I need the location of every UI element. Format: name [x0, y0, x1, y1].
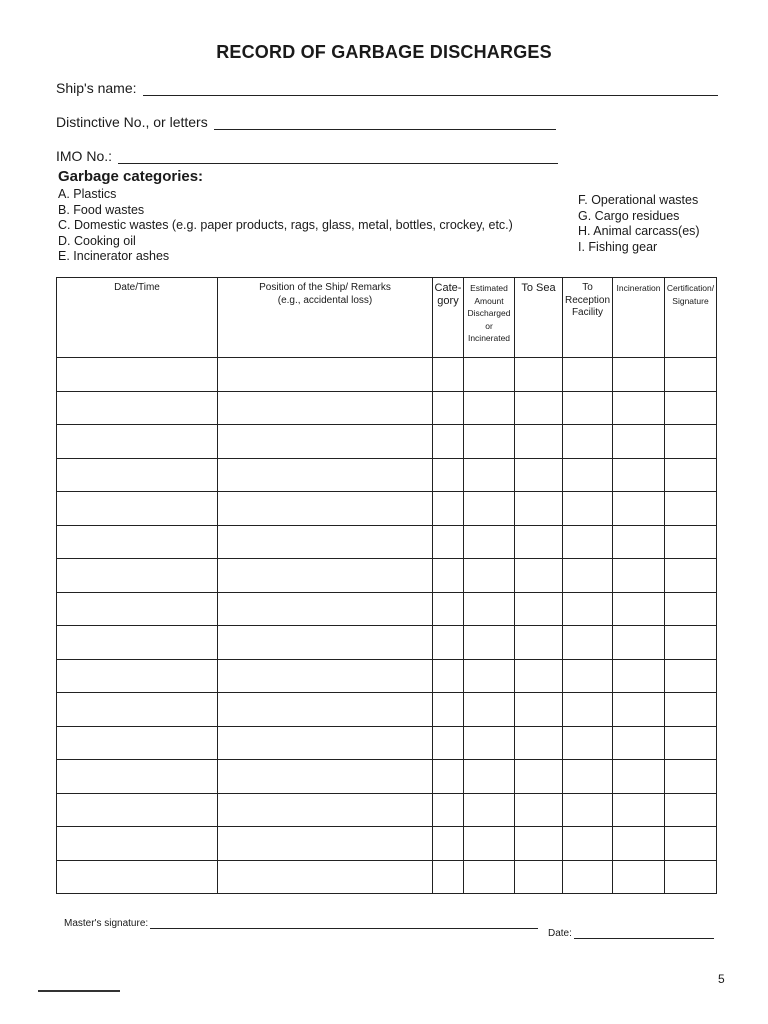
category-cell[interactable] [433, 458, 464, 492]
table-header-row [57, 278, 717, 358]
category-item: C. Domestic wastes (e.g. paper products, rags, glass, metal, bottles, crockey, etc.) [58, 218, 513, 232]
to-sea-cell[interactable] [515, 592, 563, 626]
ship-name-field [56, 80, 718, 96]
incineration-cell[interactable] [613, 626, 665, 660]
category-cell[interactable] [433, 592, 464, 626]
estimated-amount-cell[interactable] [464, 659, 515, 693]
date-time-cell[interactable] [57, 726, 218, 760]
imo-no-line[interactable] [118, 151, 558, 164]
certification-cell[interactable] [665, 693, 717, 727]
incineration-cell[interactable] [613, 760, 665, 794]
certification-cell[interactable] [665, 793, 717, 827]
certification-cell[interactable] [665, 492, 717, 526]
date-time-cell[interactable] [57, 458, 218, 492]
table-row [57, 693, 717, 727]
to-reception-cell[interactable] [563, 525, 613, 559]
header-to-sea: To Sea [515, 278, 563, 358]
date-time-cell[interactable] [57, 693, 218, 727]
date-field [548, 928, 714, 939]
incineration-cell[interactable] [613, 458, 665, 492]
header-estimated-amount: Estimated Amount Discharged or Incinerated [464, 278, 515, 358]
header-position-remarks: Position of the Ship/ Remarks (e.g., accidental loss) [218, 278, 433, 358]
date-time-cell[interactable] [57, 592, 218, 626]
date-time-cell[interactable] [57, 425, 218, 459]
category-item: D. Cooking oil [58, 233, 136, 248]
category-cell[interactable] [433, 525, 464, 559]
category-cell[interactable] [433, 659, 464, 693]
estimated-amount-cell[interactable] [464, 793, 515, 827]
position-remarks-cell[interactable] [218, 659, 433, 693]
distinctive-no-line[interactable] [214, 117, 556, 130]
to-reception-cell[interactable] [563, 492, 613, 526]
estimated-amount-cell[interactable] [464, 391, 515, 425]
page-title: RECORD OF GARBAGE DISCHARGES [216, 42, 552, 62]
header-incineration: Incineration [613, 278, 665, 358]
categories-heading: Garbage categories: [58, 168, 204, 185]
category-item: B. Food wastes [58, 202, 145, 217]
category-item: I. Fishing gear [578, 239, 658, 254]
incineration-cell[interactable] [613, 559, 665, 593]
category-item: H. Animal carcass(es) [578, 224, 700, 238]
estimated-amount-cell[interactable] [464, 726, 515, 760]
certification-cell[interactable] [665, 391, 717, 425]
table-row [57, 458, 717, 492]
to-reception-cell[interactable] [563, 793, 613, 827]
table-row [57, 592, 717, 626]
position-remarks-cell[interactable] [218, 458, 433, 492]
incineration-cell[interactable] [613, 860, 665, 894]
position-remarks-cell[interactable] [218, 693, 433, 727]
position-remarks-cell[interactable] [218, 860, 433, 894]
table-row [57, 391, 717, 425]
table-row [57, 358, 717, 392]
estimated-amount-cell[interactable] [464, 492, 515, 526]
estimated-amount-cell[interactable] [464, 458, 515, 492]
imo-no-field [56, 148, 558, 164]
estimated-amount-cell[interactable] [464, 860, 515, 894]
table-row [57, 726, 717, 760]
incineration-cell[interactable] [613, 693, 665, 727]
date-line[interactable] [574, 928, 714, 939]
incineration-cell[interactable] [613, 425, 665, 459]
to-reception-cell[interactable] [563, 425, 613, 459]
to-sea-cell[interactable] [515, 458, 563, 492]
category-item: F. Operational wastes [578, 193, 699, 207]
date-time-cell[interactable] [57, 391, 218, 425]
categories-list-left [58, 187, 513, 265]
to-reception-cell[interactable] [563, 860, 613, 894]
category-item: E. Incinerator ashes [58, 249, 170, 263]
to-sea-cell[interactable] [515, 693, 563, 727]
estimated-amount-cell[interactable] [464, 525, 515, 559]
position-remarks-cell[interactable] [218, 358, 433, 392]
date-time-cell[interactable] [57, 626, 218, 660]
to-reception-cell[interactable] [563, 760, 613, 794]
to-sea-cell[interactable] [515, 626, 563, 660]
garbage-log-table [56, 277, 717, 894]
position-remarks-cell[interactable] [218, 626, 433, 660]
position-remarks-cell[interactable] [218, 760, 433, 794]
distinctive-no-label: Distinctive No., or letters [56, 114, 208, 130]
position-remarks-cell[interactable] [218, 592, 433, 626]
to-reception-cell[interactable] [563, 827, 613, 861]
estimated-amount-cell[interactable] [464, 760, 515, 794]
table-row [57, 559, 717, 593]
incineration-cell[interactable] [613, 525, 665, 559]
position-remarks-cell[interactable] [218, 793, 433, 827]
to-sea-cell[interactable] [515, 860, 563, 894]
certification-cell[interactable] [665, 726, 717, 760]
categories-list-right [578, 193, 700, 255]
category-cell[interactable] [433, 559, 464, 593]
estimated-amount-cell[interactable] [464, 559, 515, 593]
date-time-cell[interactable] [57, 358, 218, 392]
date-time-cell[interactable] [57, 827, 218, 861]
estimated-amount-cell[interactable] [464, 358, 515, 392]
to-reception-cell[interactable] [563, 659, 613, 693]
category-item: A. Plastics [58, 187, 117, 201]
to-sea-cell[interactable] [515, 726, 563, 760]
date-time-cell[interactable] [57, 793, 218, 827]
category-cell[interactable] [433, 860, 464, 894]
table-row [57, 827, 717, 861]
position-remarks-cell[interactable] [218, 559, 433, 593]
incineration-cell[interactable] [613, 726, 665, 760]
table-row [57, 492, 717, 526]
header-category: Cate- gory [433, 278, 464, 358]
incineration-cell[interactable] [613, 659, 665, 693]
date-time-cell[interactable] [57, 659, 218, 693]
category-cell[interactable] [433, 626, 464, 660]
imo-no-label: IMO No.: [56, 148, 113, 164]
certification-cell[interactable] [665, 659, 717, 693]
position-remarks-cell[interactable] [218, 525, 433, 559]
to-reception-cell[interactable] [563, 358, 613, 392]
position-remarks-cell[interactable] [218, 492, 433, 526]
table-row [57, 659, 717, 693]
estimated-amount-cell[interactable] [464, 626, 515, 660]
incineration-cell[interactable] [613, 592, 665, 626]
certification-cell[interactable] [665, 425, 717, 459]
date-time-cell[interactable] [57, 525, 218, 559]
date-time-cell[interactable] [57, 860, 218, 894]
ship-name-line[interactable] [143, 83, 718, 96]
page-number: 5 [718, 972, 725, 986]
category-cell[interactable] [433, 760, 464, 794]
to-sea-cell[interactable] [515, 425, 563, 459]
to-sea-cell[interactable] [515, 760, 563, 794]
to-reception-cell[interactable] [563, 559, 613, 593]
distinctive-no-field [56, 114, 556, 130]
header-certification-signature: Certification/ Signature [665, 278, 717, 358]
table-row [57, 425, 717, 459]
table-body [57, 358, 717, 894]
to-reception-cell[interactable] [563, 592, 613, 626]
certification-cell[interactable] [665, 860, 717, 894]
date-label: Date: [548, 928, 572, 939]
position-remarks-cell[interactable] [218, 827, 433, 861]
position-remarks-cell[interactable] [218, 726, 433, 760]
certification-cell[interactable] [665, 592, 717, 626]
category-cell[interactable] [433, 726, 464, 760]
certification-cell[interactable] [665, 827, 717, 861]
certification-cell[interactable] [665, 760, 717, 794]
master-signature-label: Master's signature: [64, 918, 149, 929]
to-reception-cell[interactable] [563, 391, 613, 425]
master-signature-line[interactable] [150, 918, 538, 929]
to-sea-cell[interactable] [515, 827, 563, 861]
to-sea-cell[interactable] [515, 659, 563, 693]
certification-cell[interactable] [665, 458, 717, 492]
to-sea-cell[interactable] [515, 391, 563, 425]
category-item: G. Cargo residues [578, 208, 680, 223]
date-time-cell[interactable] [57, 559, 218, 593]
table-row [57, 525, 717, 559]
position-remarks-cell[interactable] [218, 425, 433, 459]
date-time-cell[interactable] [57, 760, 218, 794]
table-row [57, 793, 717, 827]
certification-cell[interactable] [665, 525, 717, 559]
estimated-amount-cell[interactable] [464, 425, 515, 459]
category-cell[interactable] [433, 358, 464, 392]
date-time-cell[interactable] [57, 492, 218, 526]
to-sea-cell[interactable] [515, 492, 563, 526]
incineration-cell[interactable] [613, 492, 665, 526]
estimated-amount-cell[interactable] [464, 592, 515, 626]
category-cell[interactable] [433, 391, 464, 425]
to-reception-cell[interactable] [563, 693, 613, 727]
position-remarks-cell[interactable] [218, 391, 433, 425]
scan-edge-mark [38, 990, 120, 992]
estimated-amount-cell[interactable] [464, 827, 515, 861]
ship-name-label: Ship's name: [56, 80, 137, 96]
category-cell[interactable] [433, 425, 464, 459]
category-cell[interactable] [433, 492, 464, 526]
header-date-time: Date/Time [57, 278, 218, 358]
table-row [57, 626, 717, 660]
category-cell[interactable] [433, 693, 464, 727]
incineration-cell[interactable] [613, 358, 665, 392]
category-cell[interactable] [433, 793, 464, 827]
certification-cell[interactable] [665, 626, 717, 660]
to-sea-cell[interactable] [515, 793, 563, 827]
incineration-cell[interactable] [613, 827, 665, 861]
header-to-reception-facility: To Reception Facility [563, 278, 613, 358]
to-reception-cell[interactable] [563, 726, 613, 760]
certification-cell[interactable] [665, 559, 717, 593]
table-row [57, 860, 717, 894]
incineration-cell[interactable] [613, 391, 665, 425]
certification-cell[interactable] [665, 358, 717, 392]
table-row [57, 760, 717, 794]
to-sea-cell[interactable] [515, 525, 563, 559]
to-reception-cell[interactable] [563, 458, 613, 492]
to-sea-cell[interactable] [515, 358, 563, 392]
master-signature-field [64, 918, 538, 929]
category-cell[interactable] [433, 827, 464, 861]
to-reception-cell[interactable] [563, 626, 613, 660]
incineration-cell[interactable] [613, 793, 665, 827]
estimated-amount-cell[interactable] [464, 693, 515, 727]
to-sea-cell[interactable] [515, 559, 563, 593]
